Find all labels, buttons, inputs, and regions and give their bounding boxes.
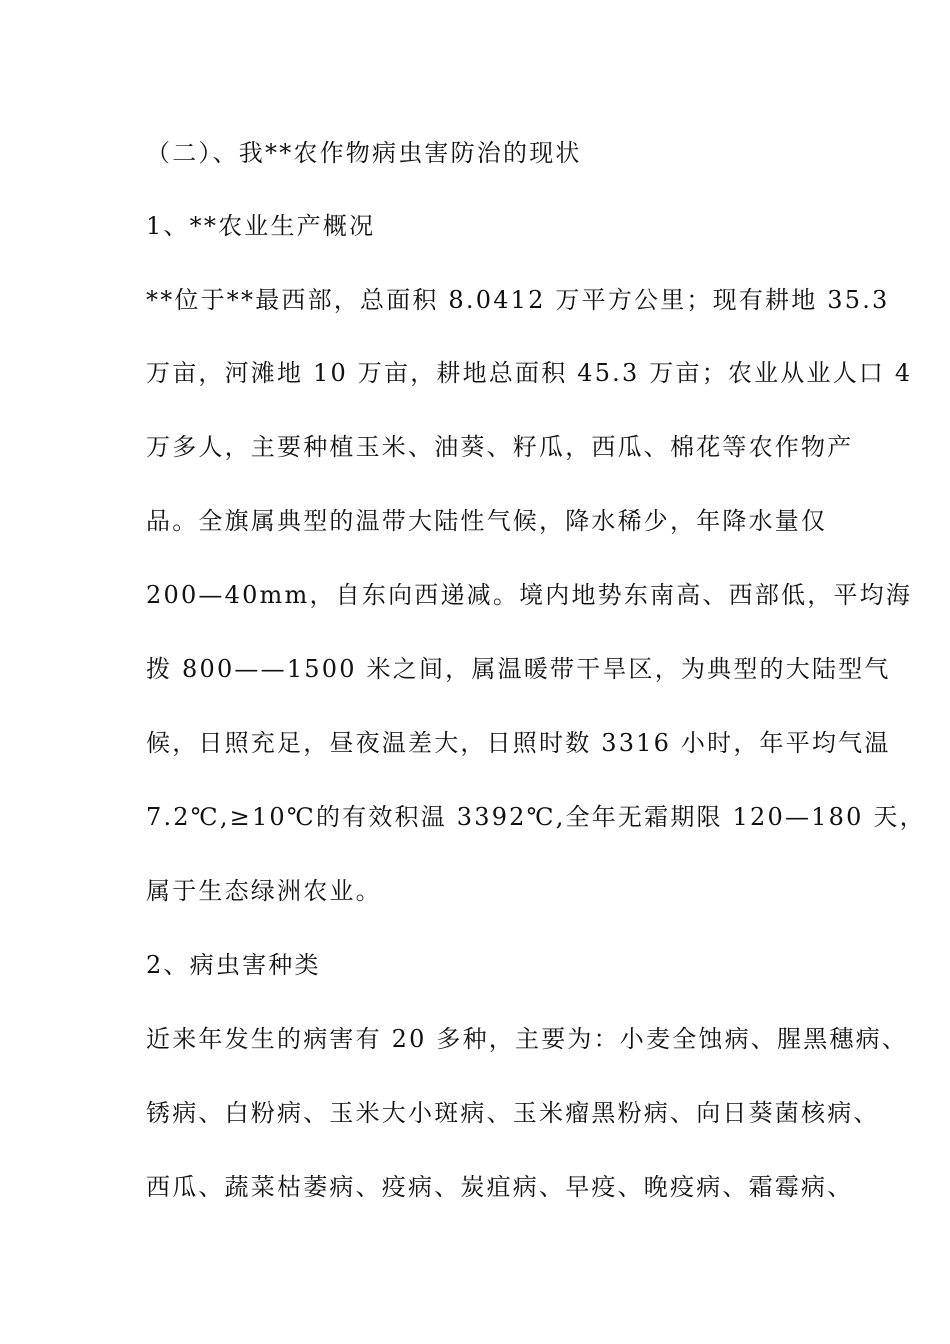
paragraph-2-line: 近来年发生的病害有 20 多种，主要为：小麦全蚀病、腥黑穗病、 (146, 1025, 908, 1053)
paragraph-1-line: 属于生态绿洲农业。 (146, 877, 382, 905)
paragraph-1-line: 拨 800——1500 米之间，属温暖带干旱区，为典型的大陆型气 (146, 655, 891, 683)
section-heading: （二）、我**农作物病虫害防治的现状 (146, 139, 582, 167)
paragraph-1-line: 7.2℃,≥10℃的有效积温 3392℃,全年无霜期限 120—180 天， (146, 803, 926, 831)
paragraph-1-line: 候，日照充足，昼夜温差大，日照时数 3316 小时，年平均气温 (146, 729, 891, 757)
paragraph-1-line: 品。全旗属典型的温带大陆性气候，降水稀少，年降水量仅 (146, 507, 828, 535)
paragraph-1-line: **位于**最西部，总面积 8.0412 万平方公里；现有耕地 35.3 (146, 286, 890, 314)
paragraph-1-line: 200—40mm，自东向西递减。境内地势东南高、西部低，平均海 (146, 581, 913, 609)
paragraph-2-line: 锈病、白粉病、玉米大小斑病、玉米瘤黑粉病、向日葵菌核病、 (146, 1099, 880, 1127)
subsection-heading-2: 2、病虫害种类 (146, 951, 321, 979)
paragraph-2-line: 西瓜、蔬菜枯萎病、疫病、炭疽病、早疫、晚疫病、霜霉病、 (146, 1173, 854, 1201)
subsection-heading-1: 1、**农业生产概况 (146, 212, 376, 240)
paragraph-1-line: 万亩，河滩地 10 万亩，耕地总面积 45.3 万亩；农业从业人口 4 (146, 359, 913, 387)
paragraph-1-line: 万多人，主要种植玉米、油葵、籽瓜，西瓜、棉花等农作物产 (146, 433, 854, 461)
